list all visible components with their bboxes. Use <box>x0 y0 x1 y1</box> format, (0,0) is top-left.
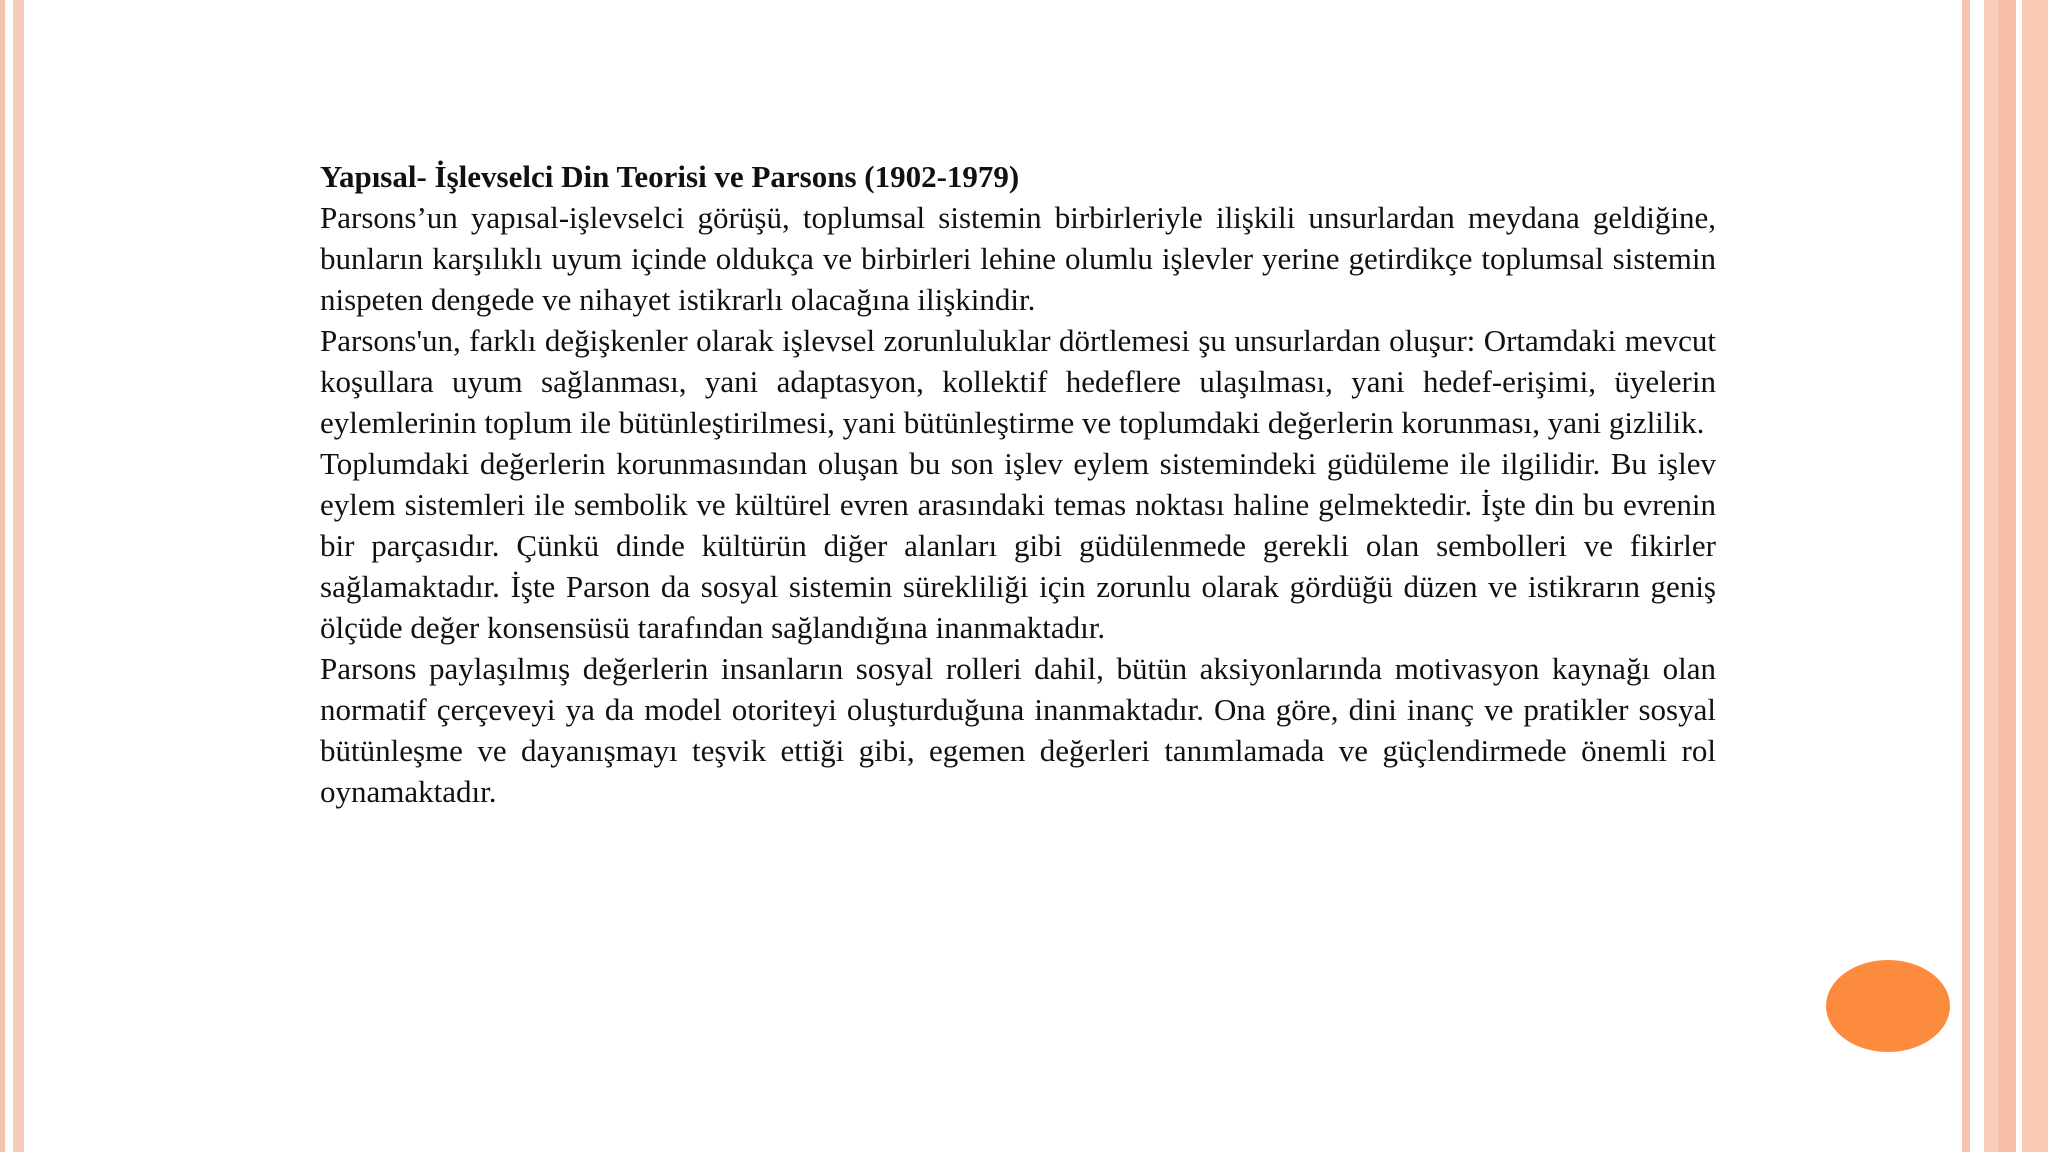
slide-content <box>320 156 1716 812</box>
slide-heading: Yapısal- İşlevselci Din Teorisi ve Parsons (1902-1979) <box>320 159 1020 194</box>
left-decorative-border <box>0 0 24 1152</box>
paragraph-2: Parsons'un, farklı değişkenler olarak işlevsel zorunluluklar dörtlemesi şu unsurlardan oluşur: Ortamdaki mevcut koşullara uyum sağlanması, yani adaptasyon, kollektif hedeflere ulaşılması, yani hedef-erişimi, üyelerin eylemlerinin toplum ile bütünleştirilmesi, yani bütünleştirme ve toplumdaki değerlerin korunması, yani gizlilik. <box>320 323 1716 440</box>
paragraph-1: Parsons’un yapısal-işlevselci görüşü, toplumsal sistemin birbirleriyle ilişkili unsurlardan meydana geldiğine, bunların karşılıklı uyum içinde oldukça ve birbirleri lehine olumlu işlevler yerine getirdikçe toplumsal sistemin nispeten dengede ve nihayet istikrarlı olacağına ilişkindir. <box>320 200 1716 317</box>
paragraph-3: Toplumdaki değerlerin korunmasından oluşan bu son işlev eylem sistemindeki güdüleme ile ilgilidir. Bu işlev eylem sistemleri ile sembolik ve kültürel evren arasındaki temas noktası haline gelmektedir. İşte din bu evrenin bir parçasıdır. Çünkü dinde kültürün diğer alanları gibi güdülenmede gerekli olan sembolleri ve fikirler sağlamaktadır. İşte Parson da sosyal sistemin sürekliliği için zorunlu olarak gördüğü düzen ve istikrarın geniş ölçüde değer konsensüsü tarafından sağlandığına inanmaktadır. <box>320 446 1716 645</box>
right-decorative-border <box>1962 0 2048 1152</box>
orange-circle-decoration <box>1826 960 1950 1052</box>
paragraph-4: Parsons paylaşılmış değerlerin insanların sosyal rolleri dahil, bütün aksiyonlarında motivasyon kaynağı olan normatif çerçeveyi ya da model otoriteyi oluşturduğuna inanmaktadır. Ona göre, dini inanç ve pratikler sosyal bütünleşme ve dayanışmayı teşvik ettiği gibi, egemen değerleri tanımlamada ve güçlendirmede önemli rol oynamaktadır. <box>320 651 1716 809</box>
